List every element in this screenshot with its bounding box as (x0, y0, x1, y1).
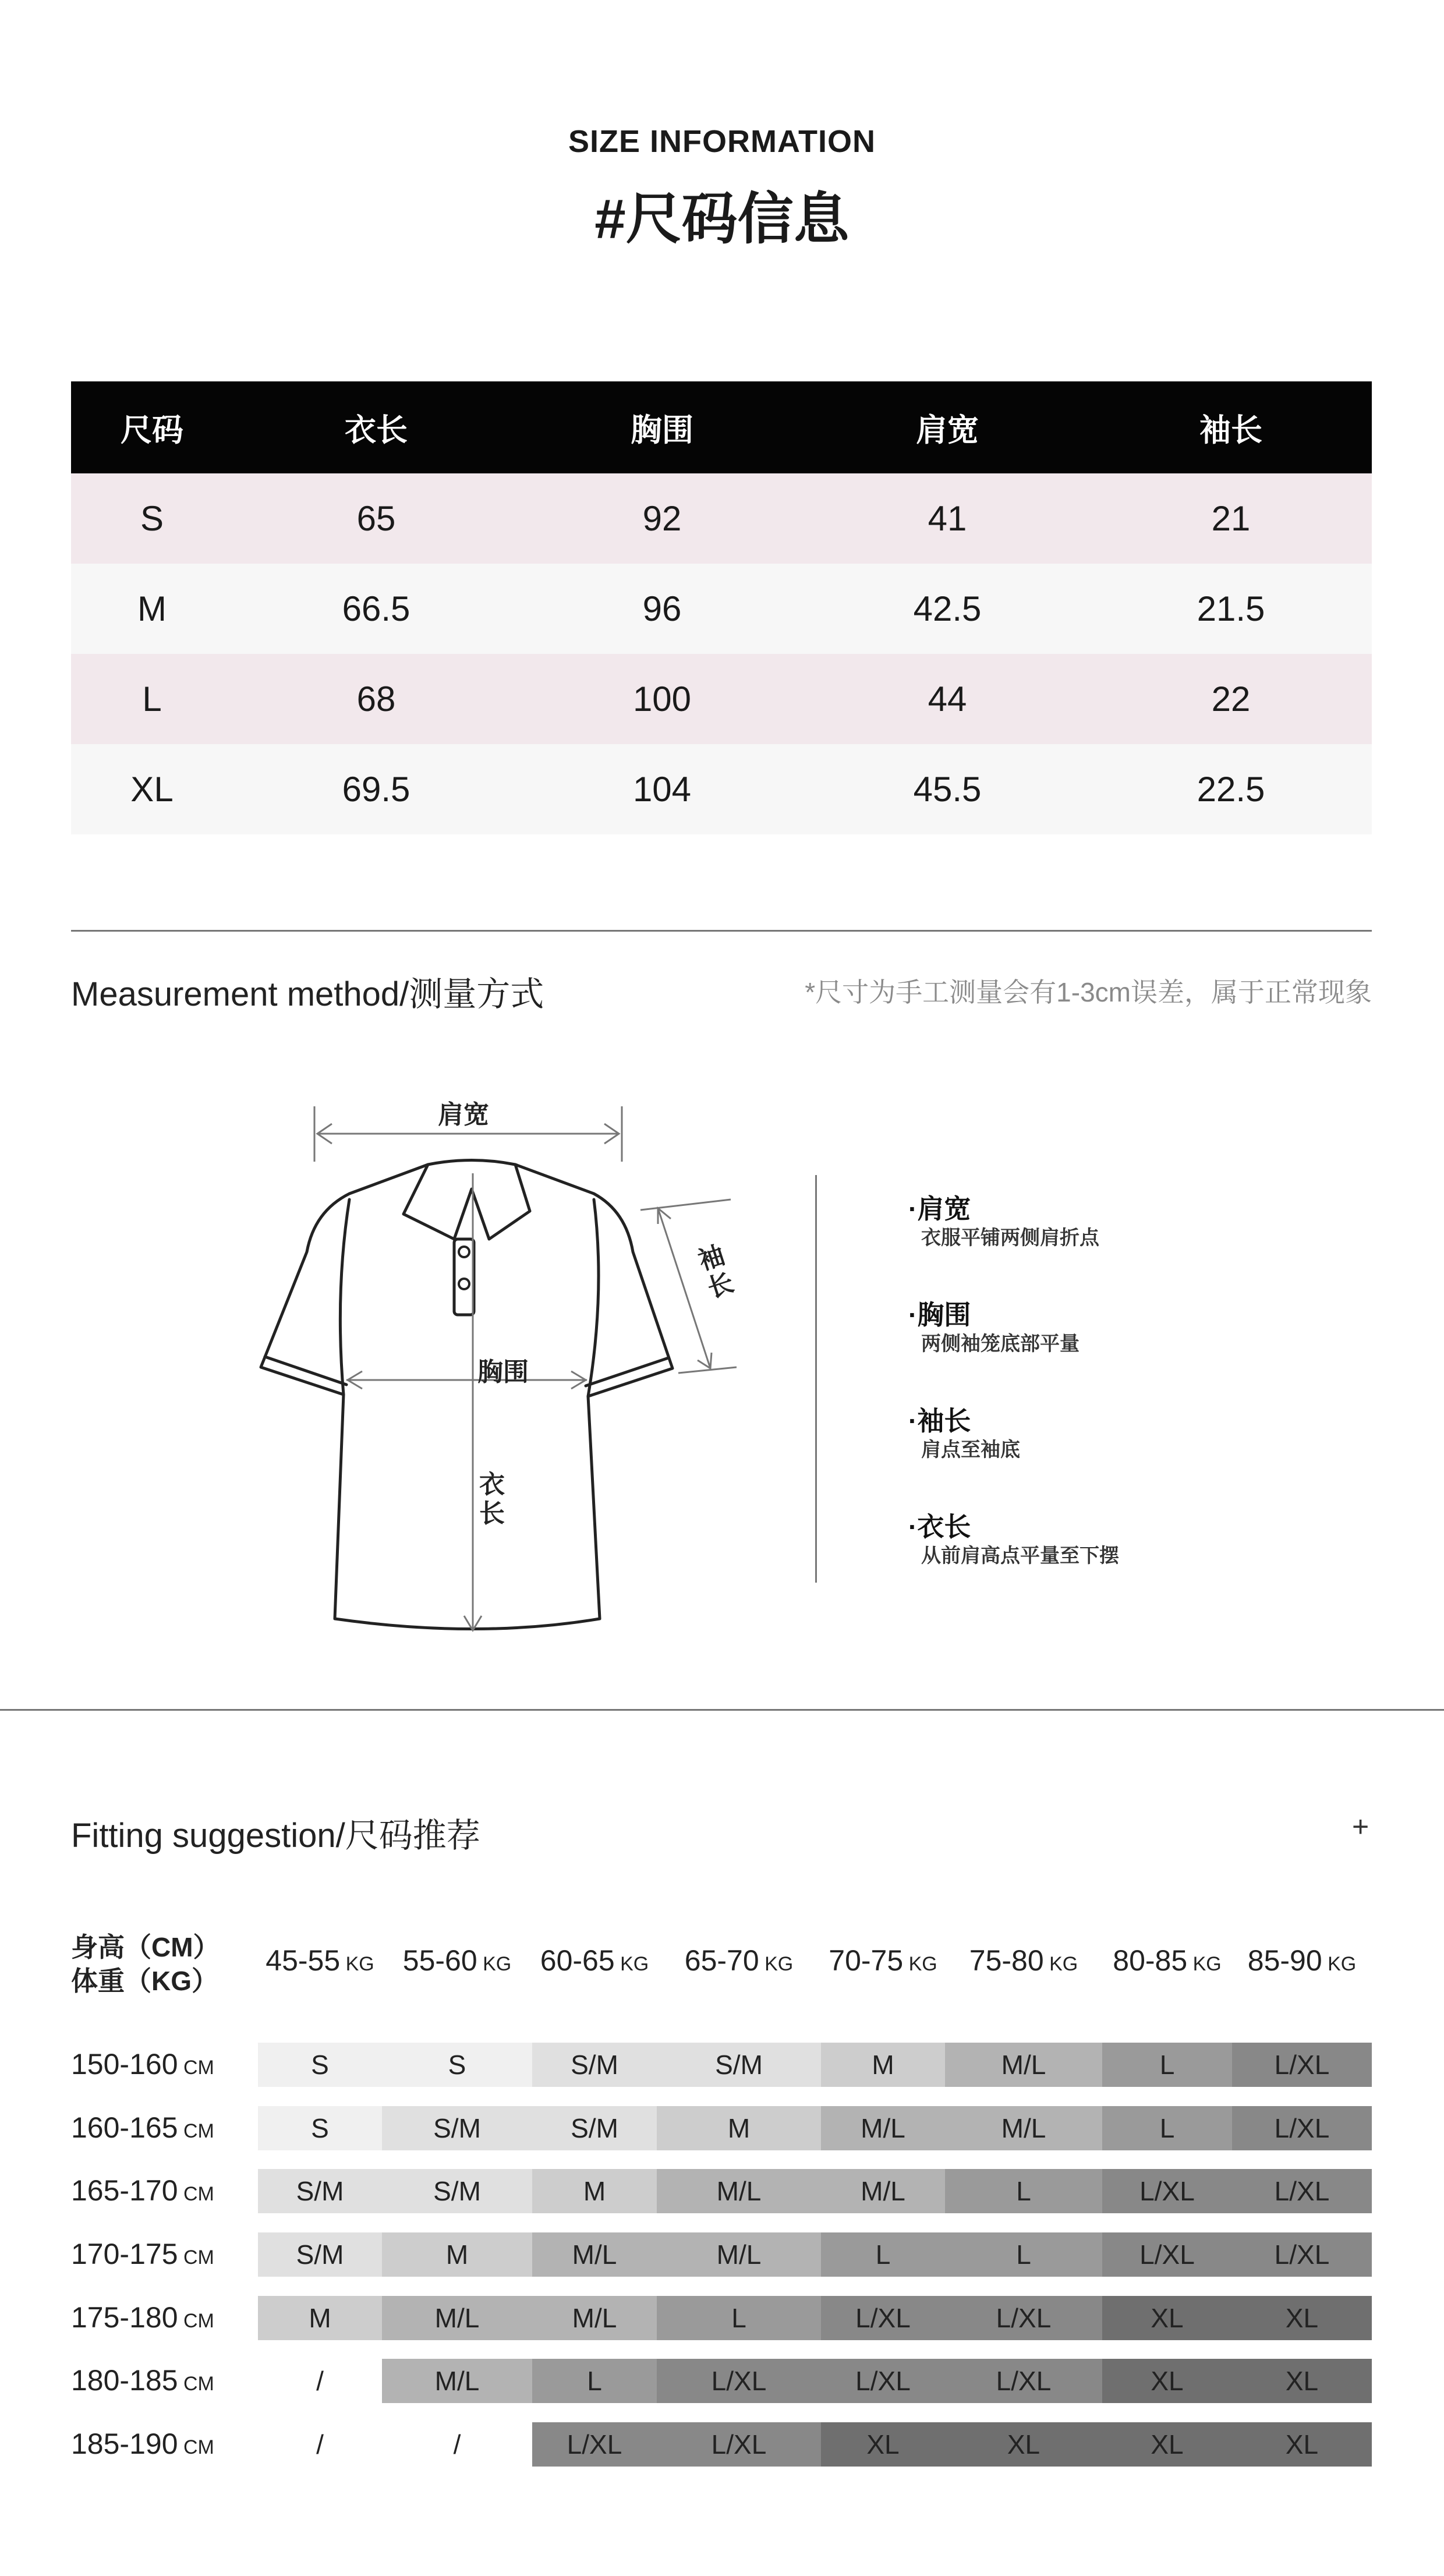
fit-cell: L/XL (1232, 2043, 1372, 2087)
fit-cell: S/M (382, 2106, 532, 2150)
fit-cell: M/L (657, 2169, 821, 2213)
fit-cell: S/M (258, 2232, 382, 2277)
armhole-left (340, 1199, 349, 1395)
table-cell: 21 (1211, 499, 1251, 538)
height-unit: CM (178, 2310, 214, 2332)
weight-range: 60-65 (540, 1944, 615, 1977)
height-range: 160-165 (71, 2111, 178, 2144)
corner-weight-label: 体重（KG） (71, 1966, 218, 1996)
height-unit: CM (178, 2120, 214, 2142)
fit-cell: L/XL (945, 2359, 1102, 2403)
fit-cell: S (258, 2106, 382, 2150)
measure-item-title: ·肩宽 (908, 1194, 971, 1224)
table-cell: 45.5 (913, 770, 982, 809)
weight-range: 85-90 (1247, 1944, 1322, 1977)
weight-header (258, 1944, 382, 1977)
weight-header (382, 1944, 532, 1977)
table-row (71, 654, 1372, 744)
fit-cell: XL (1232, 2359, 1372, 2403)
table-cell: 100 (632, 680, 692, 719)
header-cell: 肩宽 (916, 412, 979, 448)
height-range: 170-175 (71, 2238, 178, 2270)
fit-cell: M (382, 2232, 532, 2277)
button-1 (459, 1247, 469, 1257)
height-label (71, 2427, 214, 2461)
height-range: 165-170 (71, 2174, 178, 2207)
section-divider (0, 1709, 1444, 1711)
fit-cell: L/XL (657, 2422, 821, 2467)
fitting-title: Fitting suggestion/尺码推荐 (71, 1817, 480, 1855)
table-cell: 66.5 (342, 589, 410, 628)
table-cell: 104 (632, 770, 692, 809)
fit-cell: L/XL (532, 2422, 657, 2467)
fit-cell: L (945, 2232, 1102, 2277)
weight-range: 75-80 (969, 1944, 1044, 1977)
measure-item-desc: 肩点至袖底 (921, 1439, 1020, 1461)
sleeve-hem-right (586, 1358, 668, 1386)
table-cell: 41 (928, 499, 967, 538)
fit-cell: M/L (821, 2106, 945, 2150)
fit-cell: XL (1102, 2359, 1232, 2403)
header-cell: 袖长 (1199, 412, 1262, 448)
fit-cell: M/L (532, 2232, 657, 2277)
fit-cell: S/M (657, 2043, 821, 2087)
fit-cell: L (1102, 2043, 1232, 2087)
height-unit: CM (178, 2183, 214, 2205)
fit-cell: S (258, 2043, 382, 2087)
weight-unit: KG (614, 1953, 649, 1975)
fit-cell: M/L (945, 2106, 1102, 2150)
fit-cell: L/XL (1232, 2232, 1372, 2277)
fit-cell: M (821, 2043, 945, 2087)
fit-cell: L/XL (657, 2359, 821, 2403)
height-unit: CM (178, 2057, 214, 2079)
header-title-cn: #尺码信息 (594, 188, 850, 250)
weight-range: 65-70 (684, 1944, 759, 1977)
height-range: 185-190 (71, 2428, 178, 2460)
collar-front (404, 1165, 530, 1239)
fit-cell: / (258, 2422, 382, 2467)
measure-item-title: ·衣长 (908, 1512, 971, 1542)
armhole-right (588, 1199, 599, 1396)
header-cell: 尺码 (121, 412, 183, 448)
table-cell: L (142, 680, 162, 719)
header-title-en: SIZE INFORMATION (568, 124, 876, 159)
fit-cell: L (1102, 2106, 1232, 2150)
fit-cell: L/XL (945, 2296, 1102, 2340)
height-unit: CM (178, 2373, 214, 2395)
fit-cell: M (258, 2296, 382, 2340)
weight-unit: KG (1322, 1953, 1357, 1975)
table-cell: 42.5 (913, 589, 982, 628)
fit-cell: S/M (532, 2106, 657, 2150)
weight-header (1232, 1944, 1372, 1977)
diagram-label-shoulder: 肩宽 (438, 1101, 489, 1129)
fit-cell: XL (1102, 2422, 1232, 2467)
height-label (71, 2363, 214, 2397)
fit-cell: XL (945, 2422, 1102, 2467)
fit-cell: L/XL (821, 2296, 945, 2340)
table-cell: S (140, 499, 164, 538)
fit-cell: M (532, 2169, 657, 2213)
fit-corner-label (71, 1930, 220, 1998)
height-range: 175-180 (71, 2301, 178, 2334)
fit-cell: L/XL (1232, 2169, 1372, 2213)
weight-unit: KG (1043, 1953, 1078, 1975)
table-row (71, 564, 1372, 654)
height-label (71, 2047, 214, 2081)
fit-cell: S/M (382, 2169, 532, 2213)
fit-cell: XL (821, 2422, 945, 2467)
fit-cell: / (258, 2359, 382, 2403)
height-label (71, 2237, 214, 2271)
measure-item-desc: 衣服平铺两侧肩折点 (921, 1227, 1099, 1249)
weight-unit: KG (477, 1953, 512, 1975)
table-cell: 92 (642, 499, 682, 538)
fit-cell: L/XL (1102, 2232, 1232, 2277)
height-range: 150-160 (71, 2048, 178, 2080)
table-cell: 44 (928, 680, 967, 719)
expand-toggle[interactable]: + (1352, 1810, 1369, 1843)
table-cell: 69.5 (342, 770, 410, 809)
fit-cell: L (821, 2232, 945, 2277)
fit-cell: L/XL (821, 2359, 945, 2403)
sleeve-hem-left (265, 1357, 346, 1385)
weight-unit: KG (759, 1953, 794, 1975)
table-cell: M (137, 589, 167, 628)
table-row (71, 744, 1372, 834)
placket (454, 1239, 474, 1315)
weight-range: 45-55 (266, 1944, 341, 1977)
weight-header (657, 1944, 821, 1977)
fit-cell: XL (1232, 2422, 1372, 2467)
fit-cell: S (382, 2043, 532, 2087)
measurement-title: Measurement method/测量方式 (71, 975, 544, 1013)
fit-cell: M/L (382, 2296, 532, 2340)
fit-cell: L (945, 2169, 1102, 2213)
weight-unit: KG (1187, 1953, 1222, 1975)
fit-cell: M/L (821, 2169, 945, 2213)
corner-height-label: 身高（CM） (71, 1932, 220, 1962)
header-cell: 胸围 (631, 412, 693, 448)
measure-item-title: ·袖长 (908, 1406, 971, 1436)
header-cell: 衣长 (345, 412, 408, 448)
fit-cell: L/XL (1102, 2169, 1232, 2213)
table-cell: 21.5 (1197, 589, 1265, 628)
table-row (71, 473, 1372, 564)
weight-unit: KG (903, 1953, 937, 1975)
fit-cell: M (657, 2106, 821, 2150)
diagram-label-chest: 胸围 (477, 1358, 529, 1386)
height-unit: CM (178, 2436, 214, 2458)
table-cell: 96 (642, 589, 682, 628)
measure-item-desc: 从前肩高点平量至下摆 (921, 1545, 1119, 1567)
weight-range: 70-75 (829, 1944, 904, 1977)
height-label (71, 2301, 214, 2334)
measurement-note: *尺寸为手工测量会有1-3cm误差，属于正常现象 (805, 977, 1372, 1007)
measure-item-desc: 两侧袖笼底部平量 (921, 1333, 1080, 1355)
table-cell: 22.5 (1197, 770, 1265, 809)
height-label (71, 2174, 214, 2207)
fit-cell: S/M (258, 2169, 382, 2213)
weight-header (945, 1944, 1102, 1977)
fit-cell: L (532, 2359, 657, 2403)
shirt-outline-path (261, 1165, 673, 1629)
section-divider (71, 930, 1372, 932)
diagram-divider (815, 1175, 817, 1583)
weight-unit: KG (340, 1953, 374, 1975)
diagram-label-length: 衣长 (479, 1470, 505, 1528)
table-cell: XL (130, 770, 174, 809)
size-table (71, 381, 1372, 834)
diagram-label-sleeve: 袖长 (695, 1240, 738, 1304)
fit-cell: M/L (532, 2296, 657, 2340)
button-2 (459, 1279, 469, 1289)
fit-cell: M/L (945, 2043, 1102, 2087)
height-unit: CM (178, 2246, 214, 2269)
weight-header (1102, 1944, 1232, 1977)
table-cell: 65 (356, 499, 396, 538)
fit-cell: XL (1232, 2296, 1372, 2340)
fit-cell: M/L (657, 2232, 821, 2277)
weight-header (821, 1944, 945, 1977)
height-label (71, 2111, 214, 2145)
fit-cell: L (657, 2296, 821, 2340)
fit-cell: L/XL (1232, 2106, 1372, 2150)
size-table-header (71, 381, 1372, 473)
weight-range: 55-60 (402, 1944, 477, 1977)
fit-cell: XL (1102, 2296, 1232, 2340)
fit-cell: M/L (382, 2359, 532, 2403)
weight-range: 80-85 (1113, 1944, 1188, 1977)
fit-cell: S/M (532, 2043, 657, 2087)
table-cell: 68 (356, 680, 396, 719)
height-range: 180-185 (71, 2364, 178, 2397)
fit-cell: / (382, 2422, 532, 2467)
table-cell: 22 (1211, 680, 1251, 719)
measure-item-title: ·胸围 (908, 1300, 971, 1330)
collar-back (428, 1160, 515, 1165)
weight-header (532, 1944, 657, 1977)
